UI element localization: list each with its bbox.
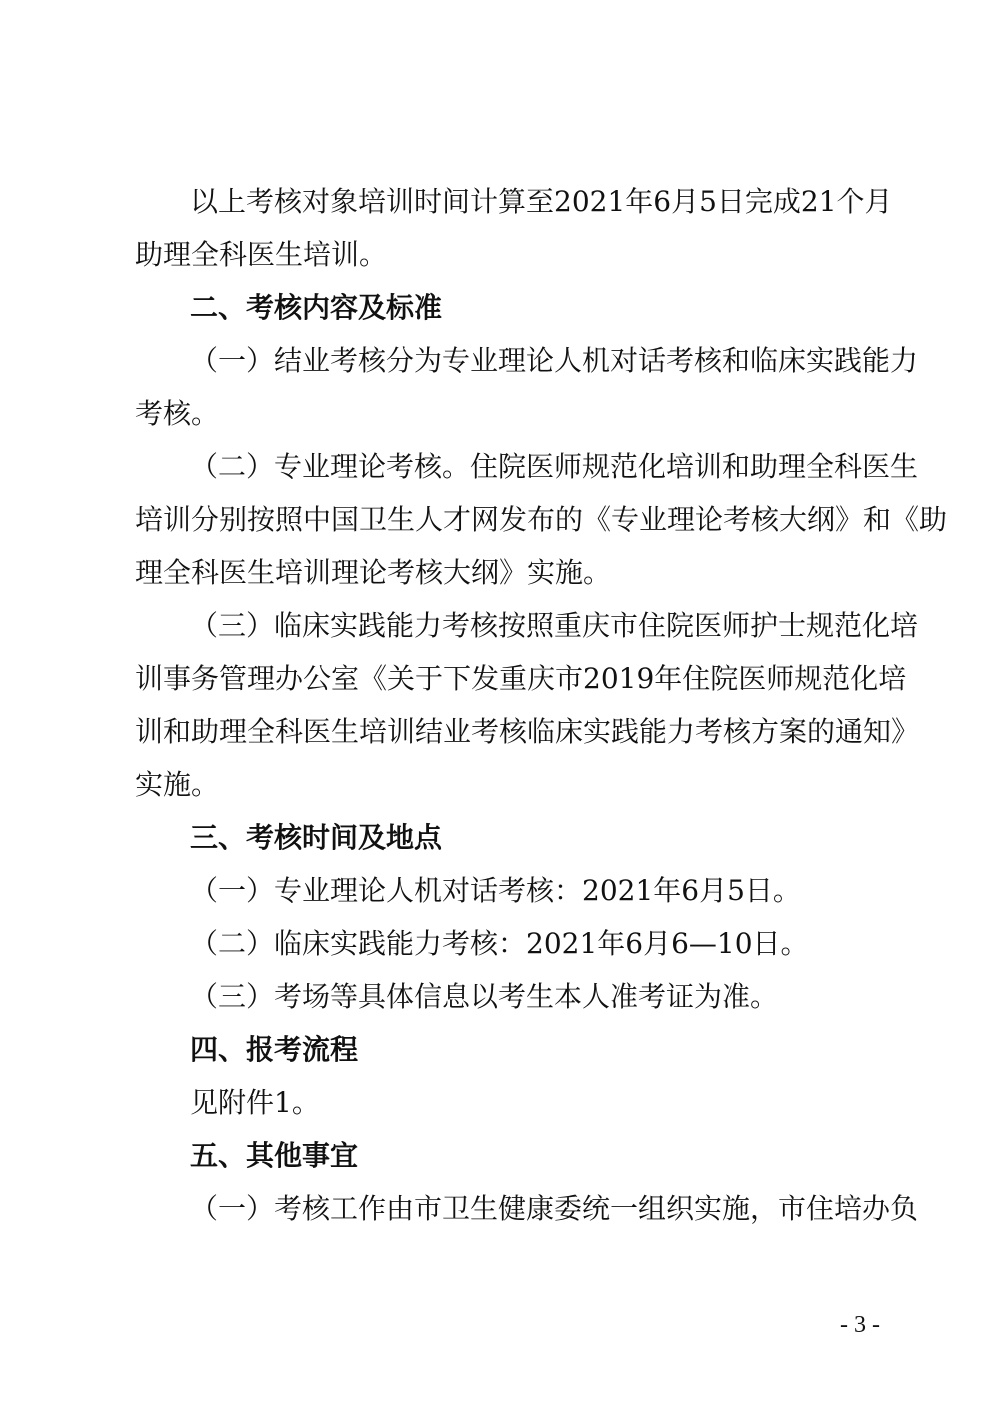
section-heading: 五、其他事宜 (190, 1139, 359, 1172)
paragraph-line: 训事务管理办公室《关于下发重庆市2019年住院医师规范化培 (135, 662, 907, 695)
paragraph-line: （一）考核工作由市卫生健康委统一组织实施，市住培办负 (190, 1192, 919, 1225)
paragraph-line: 训和助理全科医生培训结业考核临床实践能力考核方案的通知》 (135, 715, 920, 748)
page-number: - 3 - (840, 1312, 880, 1338)
paragraph-line: （三）临床实践能力考核按照重庆市住院医师护士规范化培 (190, 609, 919, 642)
section-heading: 四、报考流程 (190, 1033, 359, 1066)
paragraph-line: （三）考场等具体信息以考生本人准考证为准。 (190, 980, 779, 1013)
paragraph-line: 以上考核对象培训时间计算至2021年6月5日完成21个月 (190, 185, 893, 218)
paragraph-line: （一）专业理论人机对话考核：2021年6月5日。 (190, 874, 801, 907)
paragraph-line: （二）专业理论考核。住院医师规范化培训和助理全科医生 (190, 450, 919, 483)
paragraph-line: （一）结业考核分为专业理论人机对话考核和临床实践能力 (190, 344, 919, 377)
section-heading: 三、考核时间及地点 (190, 821, 443, 854)
paragraph-line: 培训分别按照中国卫生人才网发布的《专业理论考核大纲》和《助 (135, 503, 948, 536)
paragraph-line: 实施。 (135, 768, 220, 801)
paragraph-line: 考核。 (135, 397, 220, 430)
paragraph-line: 助理全科医生培训。 (135, 238, 388, 271)
section-heading: 二、考核内容及标准 (190, 291, 443, 324)
paragraph-line: 理全科医生培训理论考核大纲》实施。 (135, 556, 612, 589)
paragraph-line: （二）临床实践能力考核：2021年6月6—10日。 (190, 927, 809, 960)
paragraph-line: 见附件1。 (190, 1086, 320, 1119)
